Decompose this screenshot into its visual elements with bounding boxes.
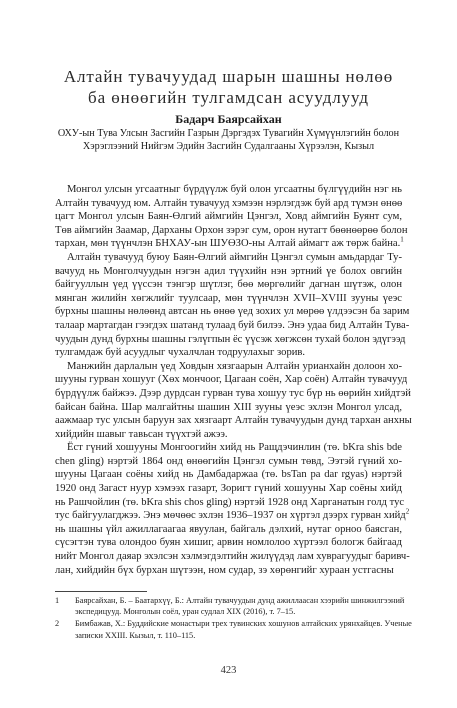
paragraph-line (55, 387, 411, 401)
footnote-number: 2 (55, 619, 60, 629)
footnote-text: записки XXIII. Кызыл, т. 110–115. (75, 630, 196, 640)
paragraph-text: лан, хийдийн бүх бурхан шүтээн, ном судар, зэ хөрөнгийг хураан устгасны (55, 564, 394, 576)
paragraph-line (55, 224, 408, 238)
paragraph-text: Алтайн тувачууд юм. Алтайн тувачууд хэмээн нэрлэгдэж буй ард түмэн өнөө (55, 197, 403, 209)
paragraph-line (55, 360, 402, 374)
paragraph-text: аажмаар тус улсын баруун зах хязгаарт Алтайн тувачуудын дунд тархан анхны (55, 415, 412, 427)
paragraph-line (55, 550, 410, 564)
paragraph-line (55, 455, 402, 469)
paragraph-text: чуудын дунд бурхны шашны гэлүгпын ёс үүсэж хөгжсөн тухай болон эдүгээд (55, 333, 406, 345)
paragraph-text: шууны гурван хошууг (Хөх мончоог, Цагаан соён, Хар соён) Алтайн тувачууд (55, 374, 408, 386)
paragraph-line (55, 319, 410, 333)
footnote-number: 1 (55, 596, 60, 605)
article-title-line-1: Алтайн тувачуудад шарын шашны нөлөө (63, 67, 394, 86)
paragraph-line (55, 414, 412, 428)
paragraph-text: нь шашны үйл ажиллагаагаа явуулан, байгаль дэлхий, нутаг орноо баясган, (55, 523, 402, 535)
paragraph-text: Манжийн дарлалын үед Ховдын хязгаарын Алтайн урианхайн долоон хо- (67, 360, 402, 372)
paragraph-text: бурхны шашны нөлөөнд автсан нь өнөө үед зохих ул мөрөө үлдээсэн ба зарим (55, 306, 410, 318)
footnote-text: Бимбажав, Х.: Буддийские монастыри трех тувинских хошунов алтайских урянхайцев. Ученые (75, 619, 412, 629)
paragraph-text: сүсэгтэн тува олондоо буян хишиг, арвин номлолоо хүртээл бологж байгаад (55, 537, 402, 549)
affiliation-line: ОХУ-ын Тува Улсын Засгийн Газрын Дэргэдэх Тувагийн Хүмүүнлэгийн болон (57, 128, 400, 139)
paragraph-line (55, 536, 402, 550)
paragraph-line (55, 333, 406, 347)
paragraph-text: Төв аймгийн Заамар, Дарханы Орхон зэрэг сум, орон нутагт бөөнөөрөө болон (55, 224, 408, 236)
footnote-text: Баярсайхан, Б. – Баатархүү, Б.: Алтайн тувачуудын дунд ажиллаасан хээрийн шинжилгээний (75, 596, 405, 605)
paragraph-text: Ёст гүний хошууны Монгоогийн хийд нь Ращдэчинлин (тө. bKra shis bde (67, 442, 402, 454)
paragraph-text: мянган жилийн хөгжлийг туулсаар, мөн түүнчлэн XVII–XVIII зууны үеэс (55, 292, 402, 304)
paragraph-line (55, 278, 402, 292)
paragraph-line (55, 265, 402, 279)
article-title-line-2: ба өнөөгийн тулгамдсан асуудлууд (88, 88, 369, 107)
paragraph-line (55, 251, 402, 265)
affiliation-line: Хэрэглээний Нийгэм Эдийн Засгийн Судалгааны Хүрээлэн, Кызыл (82, 141, 375, 152)
paragraph-line (55, 441, 402, 455)
paragraph-text: бүрдүүлж байжээ. Дээр дурдсан гурван тува хошуу тус бүр нь өөрийн хийдтэй (55, 387, 411, 399)
paragraph-text: талаар мартагдан гээгдэх шатанд тулаад буй билээ. Энэ удаа бид Алтайн Тува- (55, 319, 410, 331)
author-name: Бадарч Баярсайхан (175, 112, 282, 126)
footnote-reference[interactable]: 1 (400, 235, 404, 244)
paragraph-line (55, 564, 402, 578)
footnote-text: экспедицууд. Монголын соёл, уран судлал XIX (2016), т. 7–15. (75, 607, 296, 617)
paragraph-text: байсан байна. Шар малгайтны шашин XIII зууны үеэс эхлэн Монгол улсад, (55, 401, 402, 413)
paragraph-line (55, 373, 408, 387)
paragraph-text: нийт Монгол даяар эхэлсэн хэлмэгдэлтийн жилүүдэд лам хуврагуудыг баривч- (55, 551, 410, 563)
paragraph-text: вачууд нь Монголчуудын нэгэн адил түүхийн нэн эртний үе болох овгийн (55, 265, 402, 277)
paragraph-line (55, 346, 402, 360)
paragraph-line (55, 210, 402, 224)
paragraph-line (55, 428, 402, 442)
paragraph-text: Монгол улсын угсаатныг бүрдүүлж буй олон угсаатны бүлгүүдийн нэг нь (67, 184, 402, 195)
paragraph-text: тархан, мөн түүнчлэн БНХАУ-ын ШУӨЗО-ны Алтай аймагт аж төрж байна. (55, 238, 401, 250)
footnotes (55, 595, 412, 642)
paragraph-line (55, 305, 410, 319)
paragraph-text: цагт Монгол улсын Баян-Өлгий аймгийн Цэнгэл, Ховд аймгийн Буянт сум, (55, 211, 402, 223)
paragraph-line (55, 496, 405, 510)
paragraph-line (55, 237, 402, 251)
page-number: 423 (220, 665, 237, 676)
article-body (55, 183, 412, 577)
footnote-item (55, 618, 412, 640)
paragraph-text: шууны Цагаан соёны хийд нь Дамбадаржаа (тө. bsTan pa dar rgyas) нэртэй (55, 469, 402, 481)
article-title (30, 66, 427, 108)
footnote-separator (55, 591, 147, 592)
paragraph-text: 1920 онд Загаст нуур хэмээх газарт, Зоригт гүний хошууны Хар соёны хийд (55, 483, 402, 495)
footnote-reference[interactable]: 2 (405, 507, 410, 516)
paragraph-line (55, 523, 402, 537)
paragraph-text: нь Рашчойлин (тө. bKra shis chos gling) нэртэй 1928 онд Харганатын голд тус (55, 496, 405, 508)
paragraph-text: тулгамдаж буй асуудлыг чухалчлан тодруулахыг зорив. (55, 347, 306, 359)
paragraph-text: chen gling) нэртэй 1864 онд өнөөгийн Цэнгэл сумын төвд, Ээтэй гүний хо- (55, 455, 402, 467)
paragraph-line (55, 197, 402, 211)
paragraph-text: байгууллын үед үүссэн тэнгэр шүтлэг, бөө мөргөлийг дагнан шүтэж, олон (55, 279, 402, 291)
paragraph-text: тус байгуулагджээ. Энэ мөчөөс эхлэн 1936–1937 он хүртэл дээрх гурван хийд (55, 510, 406, 522)
paragraph-line (55, 401, 402, 415)
paragraph-line (55, 482, 402, 496)
paragraph-line (55, 468, 402, 482)
paragraph-text: Алтайн тувачууд буюу Баян-Өлгий аймгийн Цэнгэл сумын амьдардаг Ту- (67, 251, 402, 263)
paragraph-text: хийдийн шавыг тавьсан түүхтэй ажээ. (55, 428, 228, 440)
footnote-item (55, 595, 405, 617)
paragraph-line (55, 292, 402, 306)
paragraph-line (55, 183, 402, 197)
paragraph-line (55, 507, 410, 523)
author-affiliation (40, 127, 417, 153)
